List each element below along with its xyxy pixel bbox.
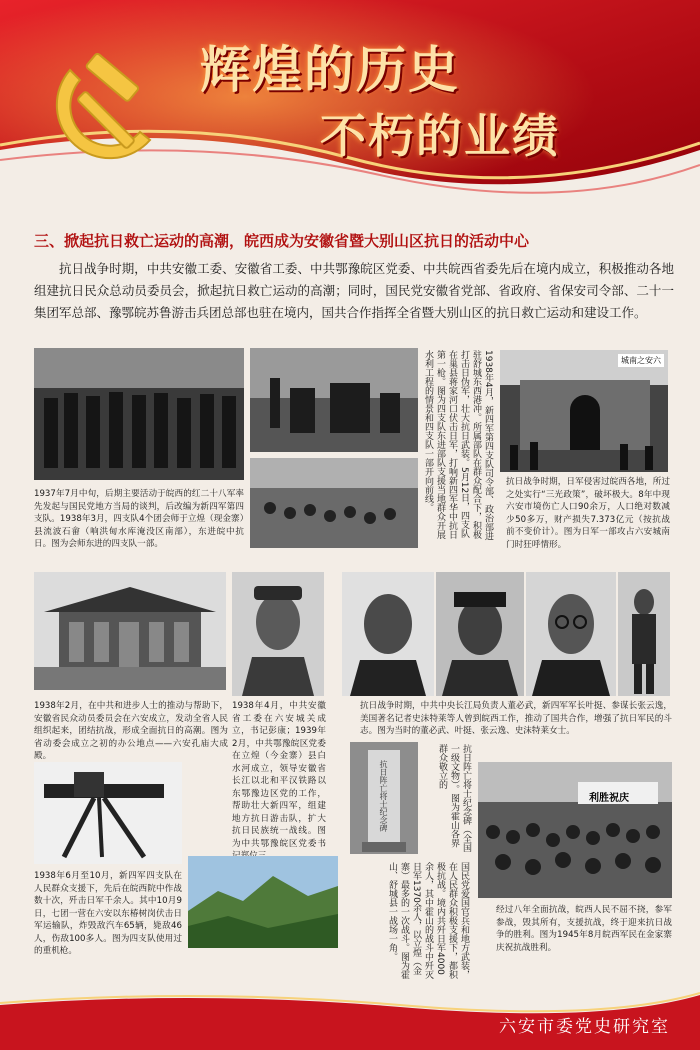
caption-monument: 抗日阵亡将士纪念碑（全国一级文物）。图为霍山各界群众敬立的 (437, 744, 471, 852)
photo-agnes-smedley (618, 572, 670, 696)
photo-confucius-temple (34, 572, 226, 690)
photo-battlefield-landscape (188, 856, 338, 948)
caption-mobilization-committee: 1938年2月，在中共和进步人士的推动与帮助下，安徽省民众动员委员会在六安成立，发动全省人民组织起来，团结抗战，形成全面抗日的高潮。图为省动委会成立之初的办公地点——六安孔庙大成殿。 (34, 701, 228, 761)
celebration-banner: 利胜祝庆 (589, 793, 629, 804)
caption-machine-gun: 1938年6月至10月，新四军四支队在人民群众支援下，先后在皖西院中作战数十次，歼击日军千余人。其中10月9日，七团一营在六安以东椿树岗伏击日军运输队，炸毁敌汽车65辆，毙敌46人，伤敌100多人。图为四支队使用过的重机枪。 (34, 871, 182, 956)
caption-leaders-visit: 抗日战争时期，中共中央长江局负责人董必武，新四军军长叶挺、参谋长张云逸，美国著名记者史沫特莱等人曾到皖西工作，推动了国共合作，增强了抗日军民的斗志。图为当时的董必武、叶挺、张云逸、史沫特莱女士。 (360, 701, 672, 736)
photo-zhang-yunyi (526, 572, 616, 696)
city-gate-sign: 城南之安六 (618, 354, 664, 367)
caption-anhui-work-committee: 1938年4月，中共安徽省工委在六安城关成立，书记彭康；1939年2月，中共鄂豫皖区党委在立煌（今金寨）县白水河成立，领导安徽省长江以北和平汉铁路以东鄂豫边区党的工作，帮助壮大新四军，组建地方抗日游击队，扩大抗日民族统一战线。图为中共鄂豫皖区党委书 (232, 701, 326, 849)
photo-ye-ting (436, 572, 524, 696)
organization-name: 六安市委党史研究室 (499, 1017, 670, 1037)
monument-inscription: 抗日阵亡将士纪念碑 (379, 760, 388, 832)
header-banner (0, 0, 700, 215)
intro-paragraph: 抗日战争时期，中共安徽工委、安徽省工委、中共鄂豫皖区党委、中共皖西省委先后在境内成立，积极推动各地组建抗日民众总动员委员会，掀起抗日救亡运动的高潮；同时，国民党安徽省党部、省政府、省保安司令部、二十一集团军总部、豫鄂皖苏鲁游击兵团总部也驻在境内，国共合作指挥全省暨大别山区的抗日救亡运动和建设工作。 (34, 261, 674, 320)
photo-troops-marching (250, 458, 418, 548)
title-line2: 不朽的业绩 (320, 109, 560, 163)
photo-victory-celebration (478, 762, 672, 898)
section-title: 三、掀起抗日救亡运动的高潮，皖西成为安徽省暨大别山区抗日的活动中心 (34, 232, 530, 250)
photo-martyrs-monument (350, 742, 418, 854)
caption-fourth-detachment: 1938年4月，新四军第四支队司令部、政治部进驻舒城东西港冲。所属部队在群众配合下，积极打击日伪军，壮大抗日武装。5月12日，四支队在巢县蒋家河口伏击日军，打响新四军华中抗日第一枪。图为四支队东进部队支援当地群众开展水利工程的情景和四支队一部开向前线。 (423, 350, 493, 541)
title-line1: 辉煌的历史 (200, 40, 460, 99)
caption-red-28th-army: 1937年7月中旬，后期主要活动于皖西的红二十八军率先发起与国民党地方当局的谈判，后改编为新四军第四支队。1938年3月，四支队4个团会师于立煌（现金寨）县流波石畲（响洪甸水库淹没区南部），东进皖中抗日。图为会师东进的四支队一部。 (34, 489, 244, 549)
photo-zheng-weisan (232, 572, 324, 696)
caption-japanese-invasion: 抗日战争时期，日军侵害过皖西各地，所过之处实行“三光政策”，破坏极大。8年中现六安市境伤亡人口90余万，人口绝对数减少50多万，财产损失7.373亿元（按抗战前不变价计）。图为日军一部攻占六安城南门时狂呼情形。 (506, 477, 670, 550)
photo-dong-biwu (342, 572, 434, 696)
caption-victory: 经过八年全面抗战，皖西人民不屈不挠，参军参战，毁其所有，支援抗战，终于迎来抗日战争的胜利。图为1945年8月皖西军民在金家寨庆祝抗战胜利。 (496, 905, 672, 953)
photo-fourth-detachment (250, 348, 418, 452)
photo-city-gate (500, 350, 668, 472)
caption-kmt-resistance: 国民党爱国官兵和地方武装，在人民群众积极支援下，都积极抗战。境内共歼日军4000余人，其中霍山的战斗中歼灭日军1370余人，以立煌（金寨）最多的一次战斗。图为霍山、舒城县一战场一角。 (387, 862, 469, 979)
hammer-sickle-icon (40, 40, 180, 180)
photo-heavy-machine-gun (34, 762, 182, 864)
photo-soldiers-lineup (34, 348, 244, 480)
